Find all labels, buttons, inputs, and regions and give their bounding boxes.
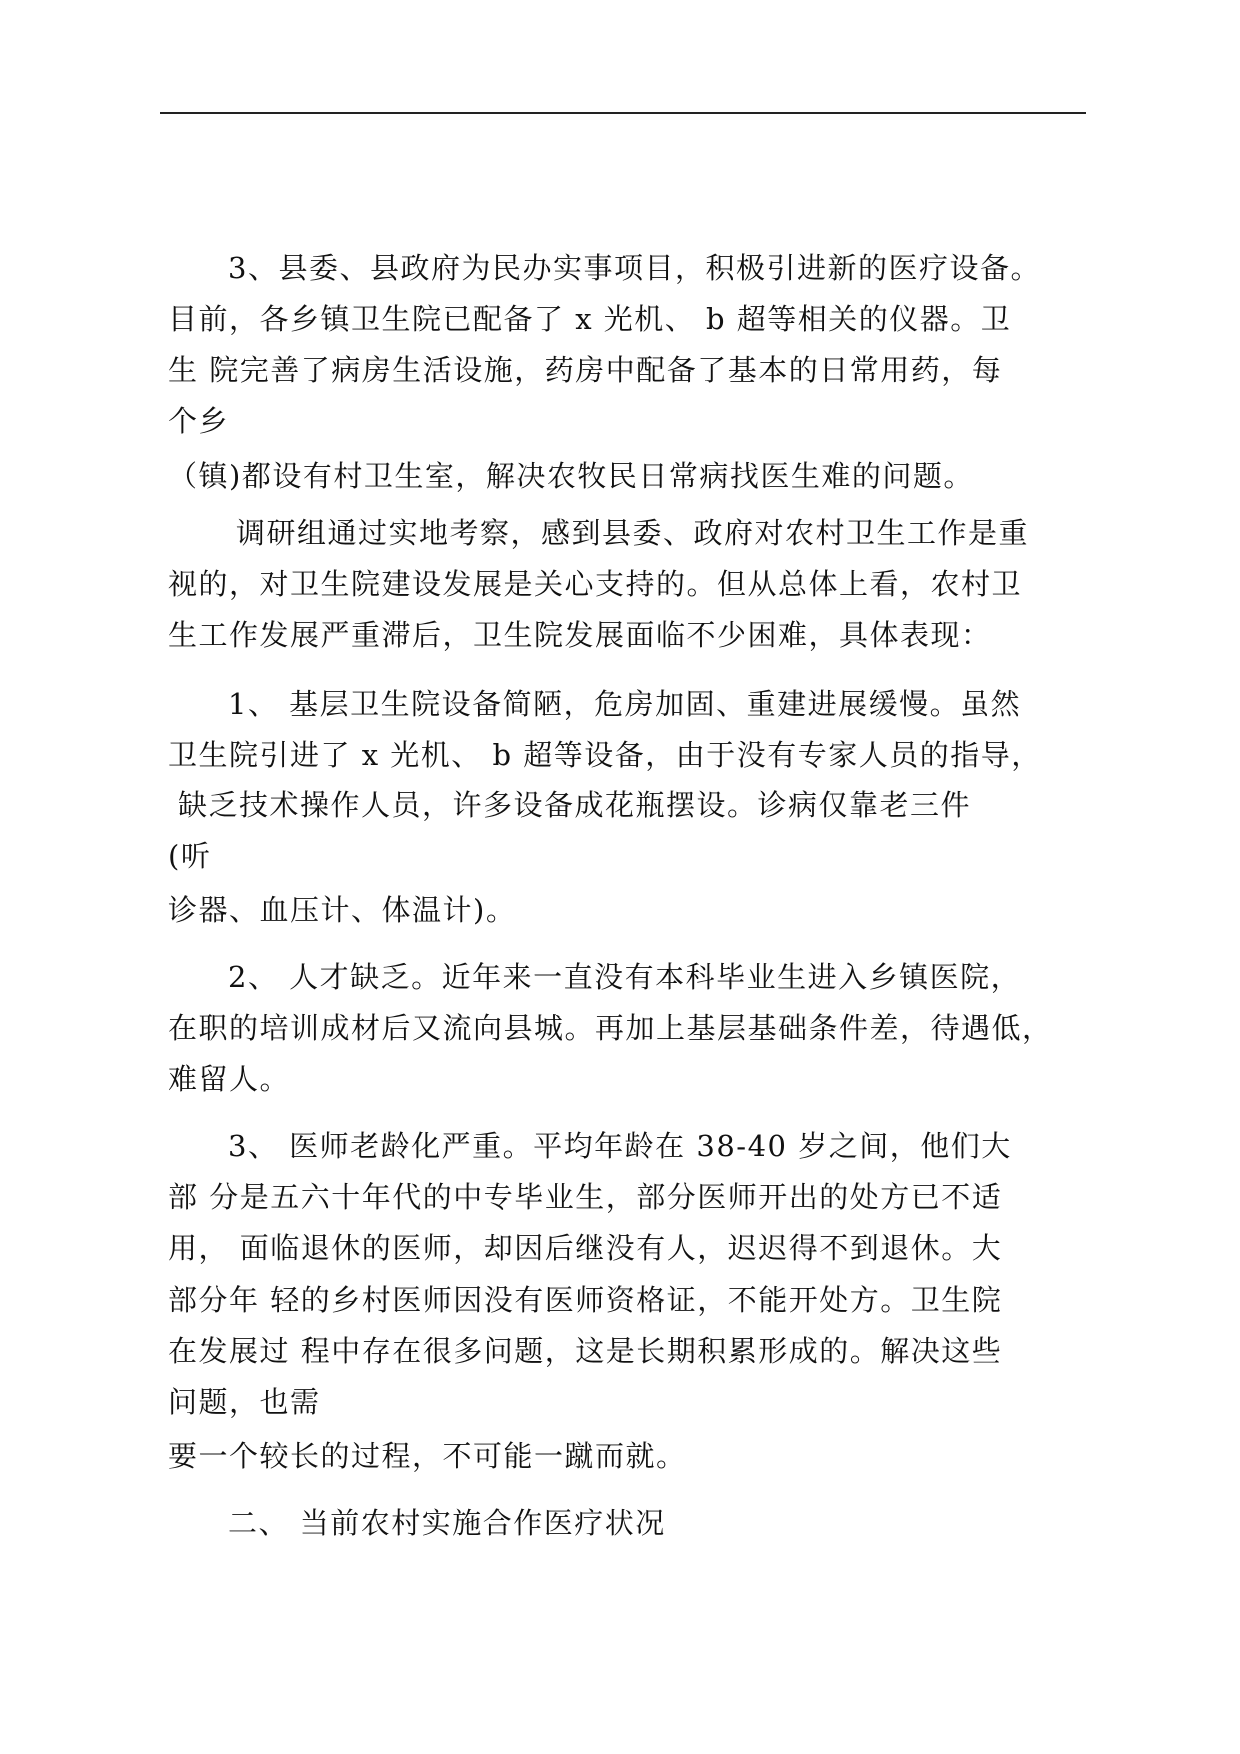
text-line: 部分年 轻的乡村医师因没有医师资格证，不能开处方。卫生院	[168, 1283, 1003, 1317]
text-line: 卫生院引进了 x 光机、 b 超等设备，由于没有专家人员的指导，	[168, 738, 1042, 772]
text-line: 目前，各乡镇卫生院已配备了 x 光机、 b 超等相关的仪器。卫	[168, 302, 1012, 336]
header-rule	[160, 112, 1086, 114]
text-line: 2、 人才缺乏。近年来一直没有本科毕业生进入乡镇医院，	[228, 960, 1022, 994]
text-line: 视的，对卫生院建设发展是关心支持的。但从总体上看，农村卫	[168, 567, 1023, 601]
text-line: 1、 基层卫生院设备简陋，危房加固、重建进展缓慢。虽然	[228, 687, 1022, 721]
text-line: 要一个较长的过程，不可能一蹴而就。	[168, 1439, 687, 1473]
text-line: 缺乏技术操作人员，许多设备成花瓶摆设。诊病仅靠老三件	[178, 788, 972, 822]
text-line: 3、县委、县政府为民办实事项目，积极引进新的医疗设备。	[228, 251, 1041, 285]
text-line: 生工作发展严重滞后，卫生院发展面临不少困难，具体表现：	[168, 618, 992, 652]
text-line: (听	[168, 839, 212, 873]
text-line: 难留人。	[168, 1062, 291, 1096]
text-line: 3、 医师老龄化严重。平均年龄在 38-40 岁之间，他们大	[228, 1129, 1012, 1163]
text-line: 个乡	[168, 404, 230, 438]
section-heading: 二、 当前农村实施合作医疗状况	[228, 1506, 666, 1540]
text-line: 在发展过 程中存在很多问题，这是长期积累形成的。解决这些	[168, 1334, 1003, 1368]
text-line: 调研组通过实地考察，感到县委、政府对农村卫生工作是重	[236, 516, 1030, 550]
text-line: 诊器、血压计、体温计)。	[168, 893, 517, 927]
text-line: 用， 面临退休的医师，却因后继没有人，迟迟得不到退休。大	[168, 1231, 1003, 1265]
text-line: （镇)都设有村卫生室，解决农牧民日常病找医生难的问题。	[168, 459, 974, 493]
text-line: 在职的培训成材后又流向县城。再加上基层基础条件差，待遇低，	[168, 1011, 1053, 1045]
text-line: 部 分是五六十年代的中专毕业生，部分医师开出的处方已不适	[168, 1180, 1003, 1214]
text-line: 生 院完善了病房生活设施，药房中配备了基本的日常用药，每	[168, 353, 1003, 387]
text-line: 问题，也需	[168, 1385, 321, 1419]
